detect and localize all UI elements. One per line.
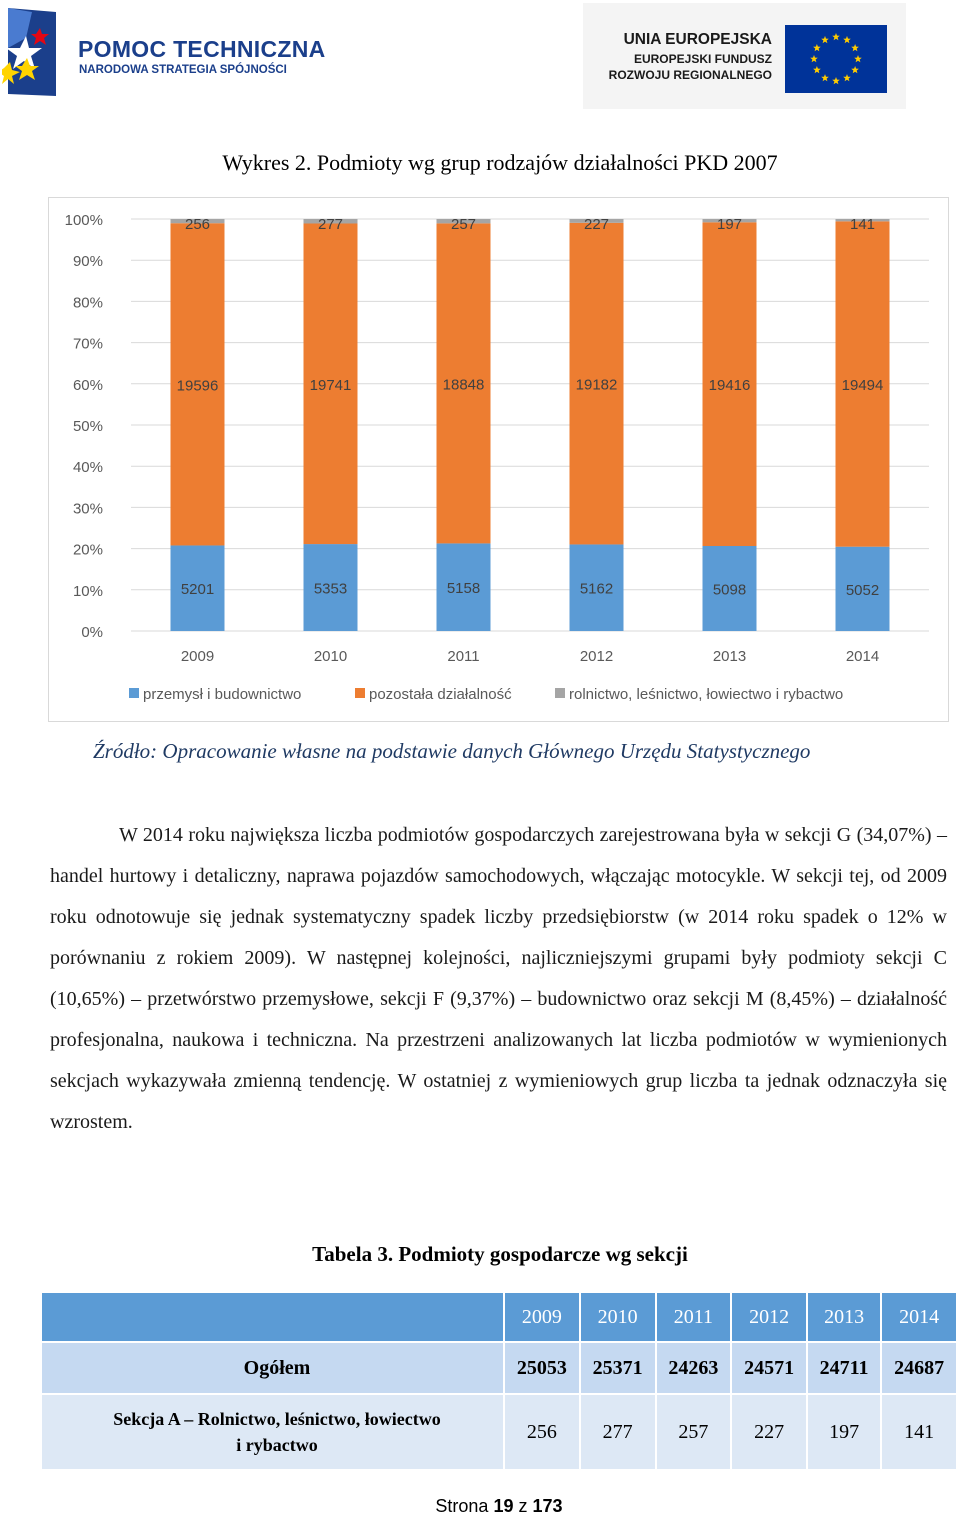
table-cell: 24571	[731, 1342, 807, 1394]
pomoc-techniczna-logo	[0, 0, 330, 110]
sections-table	[40, 1291, 958, 1471]
legend-swatch	[129, 688, 139, 698]
eu-logo-line1: UNIA EUROPEJSKA	[623, 31, 772, 48]
x-tick-label: 2014	[845, 648, 880, 665]
footer-page: 19	[493, 1496, 514, 1516]
data-label: 257	[450, 216, 477, 233]
y-tick-label: 30%	[72, 500, 103, 518]
data-label: 141	[849, 216, 876, 233]
data-label: 19416	[708, 377, 751, 395]
legend-label: rolnictwo, leśnictwo, łowiectwo i rybactwo	[569, 686, 844, 703]
table-header-empty	[41, 1292, 504, 1342]
data-label: 5201	[180, 581, 215, 599]
y-tick-label: 10%	[72, 582, 103, 600]
data-label: 5052	[845, 581, 880, 599]
chart-container	[48, 197, 949, 722]
table-header-year: 2009	[504, 1292, 580, 1342]
stacked-bar-chart	[49, 198, 950, 723]
table-cell: 141	[881, 1394, 957, 1470]
y-tick-label: 70%	[72, 335, 103, 353]
table-header-year: 2010	[580, 1292, 656, 1342]
legend-swatch	[555, 688, 565, 698]
figure-title: Wykres 2. Podmioty wg grup rodzajów działalności PKD 2007	[222, 150, 778, 175]
star-flag-icon	[2, 8, 76, 100]
legend-label: przemysł i budownictwo	[143, 686, 302, 703]
y-tick-label: 100%	[64, 212, 103, 229]
legend-label: pozostała działalność	[369, 686, 512, 703]
footer-middle: z	[518, 1496, 528, 1516]
table-header-year: 2011	[656, 1292, 732, 1342]
eu-logo-line2: EUROPEJSKI FUNDUSZ	[633, 52, 772, 66]
data-label: 5158	[446, 580, 481, 598]
table-cell: 25053	[504, 1342, 580, 1394]
footer-prefix: Strona	[435, 1496, 489, 1516]
data-label: 19741	[309, 376, 352, 394]
data-label: 5353	[313, 580, 348, 598]
y-tick-label: 90%	[72, 253, 103, 271]
table-cell: 257	[656, 1394, 732, 1470]
table-cell: 24687	[881, 1342, 957, 1394]
y-tick-label: 60%	[72, 376, 103, 394]
data-label: 197	[716, 216, 743, 233]
table-cell: 24263	[656, 1342, 732, 1394]
page-footer	[0, 1496, 960, 1517]
data-label: 277	[317, 216, 344, 233]
figure-source: Źródło: Opracowanie własne na podstawie danych Głównego Urzędu Statystycznego	[93, 739, 811, 763]
y-tick-label: 0%	[81, 624, 103, 641]
eu-logo	[583, 3, 906, 109]
y-tick-label: 80%	[72, 294, 103, 312]
table-cell: 256	[504, 1394, 580, 1470]
data-label: 19494	[841, 377, 884, 395]
table-row-label	[41, 1394, 504, 1470]
legend-swatch	[355, 688, 365, 698]
y-tick-label: 40%	[72, 459, 103, 477]
data-label: 19596	[176, 377, 219, 395]
table-row-label-line1: Sekcja A – Rolnictwo, leśnictwo, łowiectwo	[113, 1409, 441, 1429]
left-logo-subtitle: NARODOWA STRATEGIA SPÓJNOŚCI	[79, 64, 287, 76]
eu-logo-line3: ROZWOJU REGIONALNEGO	[608, 68, 772, 82]
table-cell: 277	[580, 1394, 656, 1470]
x-tick-label: 2013	[712, 648, 747, 665]
table-header-year: 2014	[881, 1292, 957, 1342]
x-tick-label: 2012	[579, 648, 614, 665]
body-paragraph: W 2014 roku największa liczba podmiotów gospodarczych zarejestrowana była w sekcji G (34,07%) – handel hurtowy i detaliczny, naprawa pojazdów samochodowych, włączając motocykle. W sekcji tej, od 2009 roku odnotowuje się jednak systematyczny spadek liczby przedsiębiorstw (w 2014 roku spadek o 12% w porównaniu z rokiem 2009). W następnej kolejności, najliczniejszymi grupami były podmioty sekcji C (10,65%) – przetwórstwo przemysłowe, sekcji F (9,37%) – budownictwo oraz sekcji M (8,45%) – działalność profesjonalna, naukowa i techniczna. Na przestrzeni analizowanych lat liczba podmiotów w wymienionych sekcjach wykazywała zmienną tendencję. W ostatniej z wymieniowych grup liczba ta jednak odznaczyła się wzrostem.	[50, 824, 947, 1133]
data-label: 18848	[442, 376, 485, 394]
x-tick-label: 2011	[447, 648, 480, 665]
table-cell: 197	[807, 1394, 881, 1470]
left-logo-title: POMOC TECHNICZNA	[78, 36, 326, 62]
table-header-year: 2013	[807, 1292, 881, 1342]
data-label: 19182	[575, 376, 618, 394]
table-row-label: Ogółem	[41, 1342, 504, 1394]
eu-flag-icon	[785, 25, 887, 93]
footer-total: 173	[532, 1496, 563, 1516]
table-row-label-line2: i rybactwo	[236, 1435, 318, 1455]
table-header-row	[41, 1292, 957, 1342]
y-tick-label: 20%	[72, 541, 103, 559]
data-label: 227	[583, 216, 610, 233]
table-row	[41, 1342, 957, 1394]
data-label: 5162	[579, 580, 614, 598]
table-row	[41, 1394, 957, 1470]
x-tick-label: 2009	[180, 648, 215, 665]
table-title: Tabela 3. Podmioty gospodarcze wg sekcji	[312, 1242, 688, 1266]
x-tick-label: 2010	[313, 648, 348, 665]
y-tick-label: 50%	[72, 418, 103, 435]
table-header-year: 2012	[731, 1292, 807, 1342]
data-label: 5098	[712, 581, 747, 599]
table-cell: 24711	[807, 1342, 881, 1394]
table-cell: 25371	[580, 1342, 656, 1394]
table-cell: 227	[731, 1394, 807, 1470]
data-label: 256	[184, 216, 211, 233]
